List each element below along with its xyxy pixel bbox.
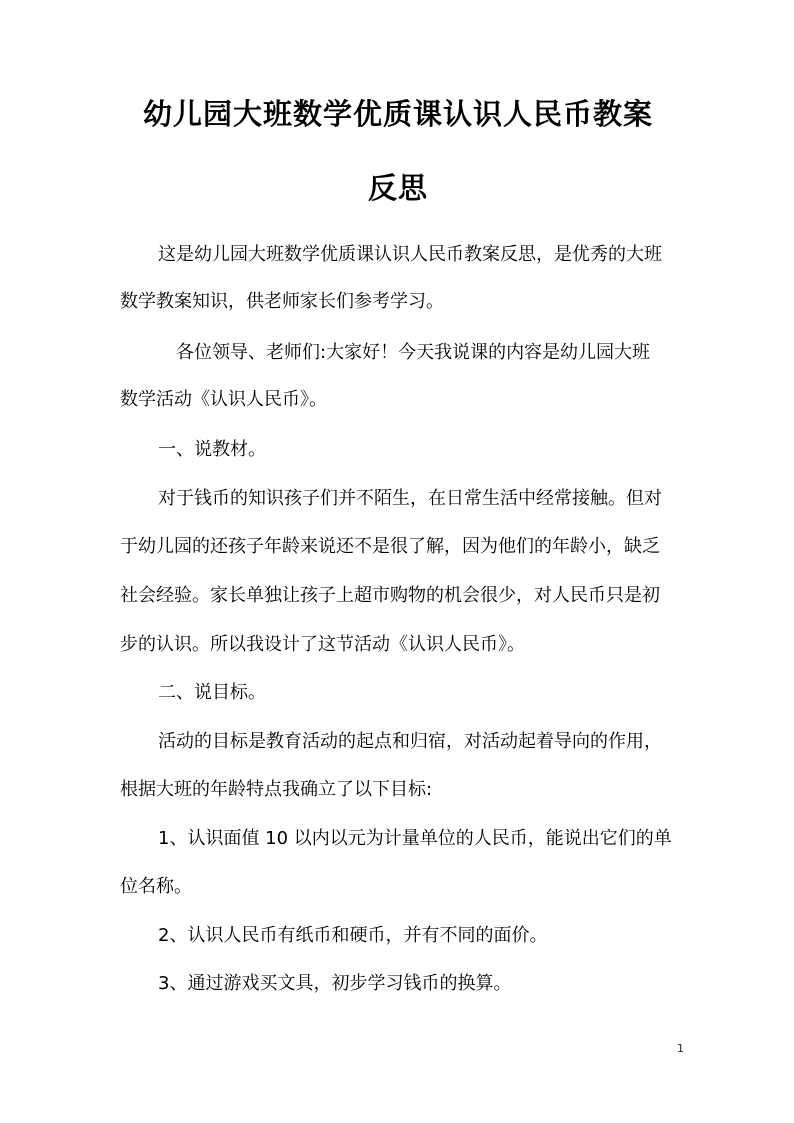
intro-line-2: 数学教案知识，供老师家长们参考学习。 (120, 291, 444, 312)
section-heading-1: 一、说教材。 (158, 439, 266, 460)
greeting-line-2: 数学活动《认识人民币》。 (120, 389, 327, 410)
document-title-line-1: 幼儿园大班数学优质课认识人民币教案 (142, 97, 653, 131)
materials-line-3: 社会经验。家长单独让孩子上超市购物的机会很少，对人民币只是初 (120, 585, 660, 606)
materials-line-2: 于幼儿园的还孩子年龄来说还不是很了解，因为他们的年龄小，缺乏 (120, 536, 660, 557)
goal-1-line-1: 1、认识面值 10 以内以元为计量单位的人民币，能说出它们的单 (158, 828, 672, 849)
greeting-line-1: 各位领导、老师们:大家好！今天我说课的内容是幼儿园大班 (176, 342, 651, 363)
goals-line-1: 活动的目标是教育活动的起点和归宿，对活动起着导向的作用， (158, 731, 662, 752)
intro-line-1: 这是幼儿园大班数学优质课认识人民币教案反思，是优秀的大班 (158, 244, 662, 265)
materials-line-1: 对于钱币的知识孩子们并不陌生，在日常生活中经常接触。但对 (158, 488, 662, 509)
goal-3-line: 3、通过游戏买文具，初步学习钱币的换算。 (158, 973, 512, 994)
goals-line-2: 根据大班的年龄特点我确立了以下目标: (120, 779, 433, 800)
goal-1-line-2: 位名称。 (120, 876, 192, 897)
goal-2-line: 2、认识人民币有纸币和硬币，并有不同的面价。 (158, 925, 548, 946)
document-title-line-2: 反思 (367, 171, 428, 205)
page-number: 1 (677, 1042, 684, 1055)
materials-line-4: 步的认识。所以我设计了这节活动《认识人民币》。 (120, 634, 525, 655)
section-heading-2: 二、说目标。 (158, 682, 266, 703)
